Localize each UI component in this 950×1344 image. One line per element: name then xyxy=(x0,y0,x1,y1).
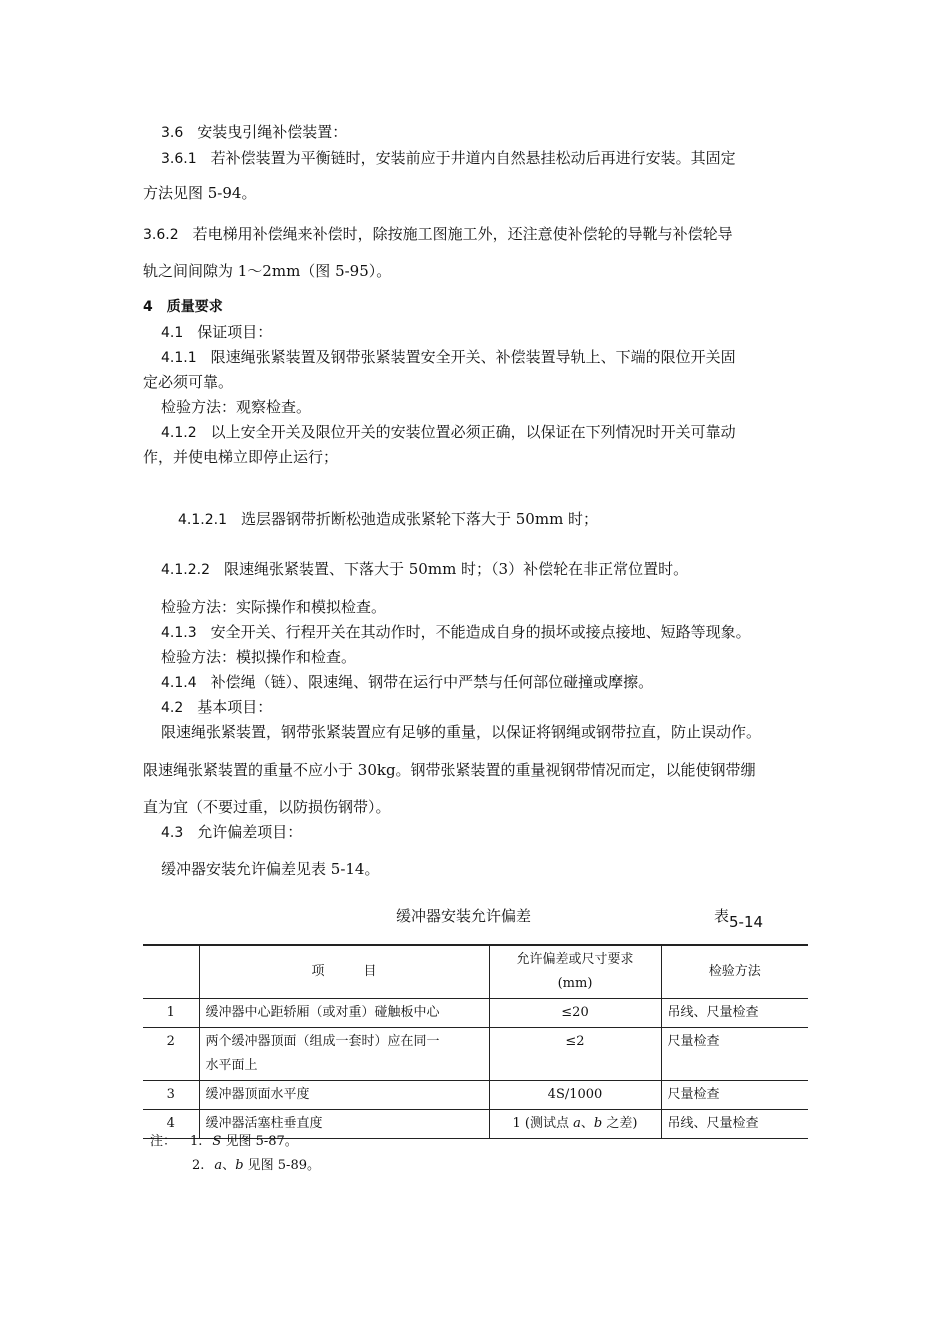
row-no: 2 xyxy=(143,1028,199,1081)
row-item: 两个缓冲器顶面（组成一套时）应在同一 水平面上 xyxy=(199,1028,489,1081)
line-4-2: 4.2 基本项目： xyxy=(161,698,273,716)
line-4-1-3: 4.1.3 安全开关、行程开关在其动作时，不能造成自身的损坏或接点接地、短路等现象。 xyxy=(161,623,751,641)
row-item: 缓冲器活塞柱垂直度 xyxy=(199,1110,489,1139)
line-4-1-2-2: 4.1.2.2 限速绳张紧装置、下落大于 50mm 时；（3）补偿轮在非正常位置时。 xyxy=(161,560,689,578)
table-title: 缓冲器安装允许偏差 xyxy=(396,907,532,925)
line-4-2-body: 限速绳张紧装置，钢带张紧装置应有足够的重量，以保证将钢绳或钢带拉直，防止误动作。 xyxy=(161,723,762,741)
header-item: 项 目 xyxy=(199,946,489,999)
line-4-1-1-cont: 定必须可靠。 xyxy=(143,373,234,391)
row-tolerance: 4S/1000 xyxy=(489,1081,661,1110)
note-1: 注： 1. S 见图 5-87。 xyxy=(150,1134,298,1149)
line-4-1: 4.1 保证项目： xyxy=(161,323,273,341)
tolerance-table xyxy=(143,946,808,1139)
row-tolerance: ≤2 xyxy=(489,1028,661,1081)
line-3-6-2-cont: 轨之间间隙为 1～2mm（图 5-95）。 xyxy=(143,262,392,280)
row-item: 缓冲器中心距轿厢（或对重）碰触板中心 xyxy=(199,999,489,1028)
line-4-1-2: 4.1.2 以上安全开关及限位开关的安装位置必须正确，以保证在下列情况时开关可靠动 xyxy=(161,423,736,441)
line-4-1-1: 4.1.1 限速绳张紧装置及钢带张紧装置安全开关、补偿装置导轨上、下端的限位开关固 xyxy=(161,348,736,366)
line-inspection-2: 检验方法：实际操作和模拟检查。 xyxy=(161,598,387,616)
note-2: 2. a、b 见图 5-89。 xyxy=(192,1158,320,1173)
line-4-1-2-cont: 作，并使电梯立即停止运行； xyxy=(143,448,339,466)
table-label: 表5-14 xyxy=(714,907,764,931)
row-method: 尺量检查 xyxy=(661,1028,808,1081)
line-3-6-2: 3.6.2 若电梯用补偿绳来补偿时，除按施工图施工外，还注意使补偿轮的导靴与补偿轮导 xyxy=(143,225,733,243)
section-4-heading: 4 质量要求 xyxy=(143,299,223,315)
line-3-6-1: 3.6.1 若补偿装置为平衡链时，安装前应于井道内自然悬挂松动后再进行安装。其固定 xyxy=(161,149,736,167)
table-row xyxy=(143,999,808,1028)
line-4-2-body-cont1: 限速绳张紧装置的重量不应小于 30kg。钢带张紧装置的重量视钢带情况而定，以能使钢带绷 xyxy=(143,761,756,779)
line-4-3: 4.3 允许偏差项目： xyxy=(161,823,303,841)
line-table-ref: 缓冲器安装允许偏差见表 5-14。 xyxy=(161,860,380,878)
line-4-1-2-1: 4.1.2.1 选层器钢带折断松弛造成张紧轮下落大于 50mm 时； xyxy=(178,510,599,528)
table-row xyxy=(143,1081,808,1110)
row-method: 吊线、尺量检查 xyxy=(661,1110,808,1139)
row-no: 1 xyxy=(143,999,199,1028)
row-tolerance: 1 (测试点 a、b 之差) xyxy=(489,1110,661,1139)
row-method: 尺量检查 xyxy=(661,1081,808,1110)
line-4-1-4: 4.1.4 补偿绳（链）、限速绳、钢带在运行中严禁与任何部位碰撞或摩擦。 xyxy=(161,673,654,691)
header-no xyxy=(143,946,199,999)
row-no: 3 xyxy=(143,1081,199,1110)
table-notes xyxy=(150,1131,320,1177)
table-row xyxy=(143,1028,808,1081)
row-no: 4 xyxy=(143,1110,199,1139)
row-tolerance: ≤20 xyxy=(489,999,661,1028)
line-4-2-body-cont2: 直为宜（不要过重，以防损伤钢带）。 xyxy=(143,798,391,816)
header-method: 检验方法 xyxy=(661,946,808,999)
line-3-6: 3.6 安装曳引绳补偿装置： xyxy=(161,123,348,141)
table-header-row xyxy=(143,946,808,999)
row-item: 缓冲器顶面水平度 xyxy=(199,1081,489,1110)
row-method: 吊线、尺量检查 xyxy=(661,999,808,1028)
line-inspection-1: 检验方法：观察检查。 xyxy=(161,398,312,416)
header-tolerance: 允许偏差或尺寸要求 (mm) xyxy=(489,946,661,999)
line-inspection-3: 检验方法：模拟操作和检查。 xyxy=(161,648,357,666)
line-3-6-1-cont: 方法见图 5-94。 xyxy=(143,184,257,202)
